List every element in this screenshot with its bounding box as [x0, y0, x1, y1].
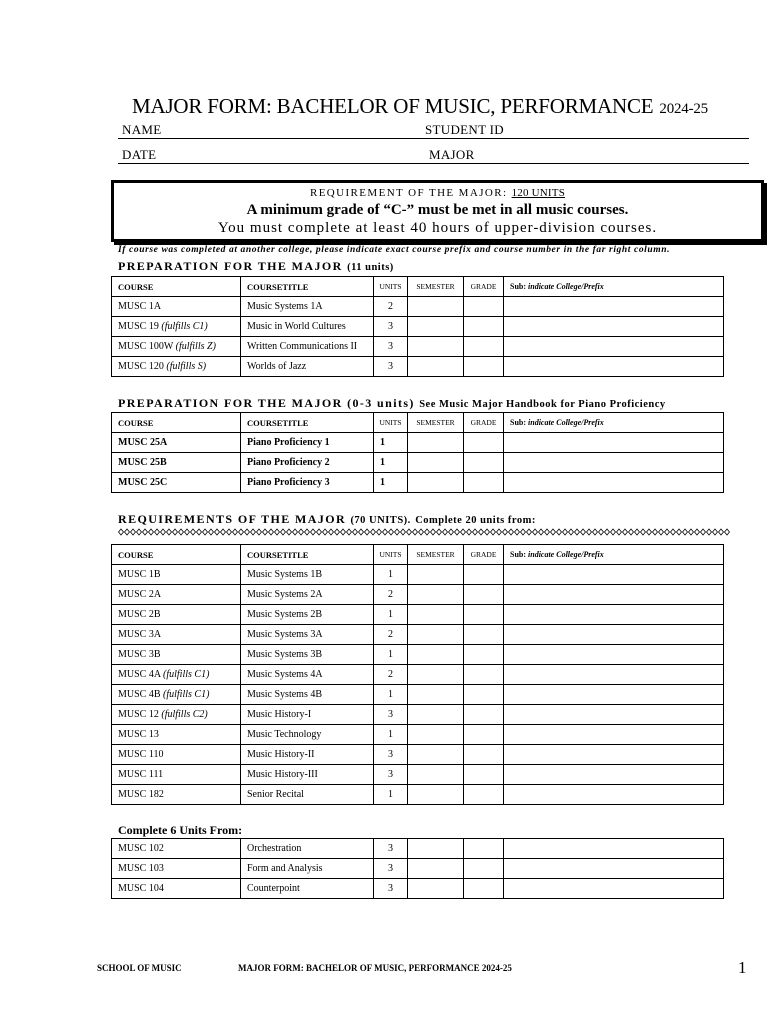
grade-cell[interactable]: [464, 473, 504, 493]
sub-cell[interactable]: [504, 433, 724, 453]
units-cell: 1: [374, 565, 408, 585]
units-cell: 3: [374, 337, 408, 357]
semester-cell[interactable]: [408, 685, 464, 705]
units-cell: 3: [374, 705, 408, 725]
table-row: [112, 685, 724, 705]
course-cell: [112, 645, 241, 665]
course-cell: [112, 357, 241, 377]
course-cell: [112, 585, 241, 605]
section3-units: (70 UNITS).: [350, 515, 411, 526]
units-cell: 1: [374, 725, 408, 745]
date-line[interactable]: [118, 163, 749, 164]
table-row: [112, 317, 724, 337]
grade-cell[interactable]: [464, 645, 504, 665]
grade-cell[interactable]: [464, 725, 504, 745]
units-cell: 3: [374, 765, 408, 785]
minimum-grade-text: A minimum grade of “C-” must be met in all music courses.: [246, 202, 629, 218]
sub-cell[interactable]: [504, 859, 724, 879]
sub-cell[interactable]: [504, 565, 724, 585]
table-header-row: [112, 277, 724, 297]
course-cell: [112, 725, 241, 745]
semester-cell[interactable]: [408, 785, 464, 805]
course-cell: [112, 665, 241, 685]
table-row: [112, 705, 724, 725]
grade-cell[interactable]: [464, 879, 504, 899]
course-title: Music Systems 3B: [241, 645, 374, 665]
course-title: Piano Proficiency 1: [241, 433, 374, 453]
semester-cell[interactable]: [408, 433, 464, 453]
table-row: [112, 859, 724, 879]
table-row: [112, 625, 724, 645]
section1-units: (11 units): [347, 262, 394, 273]
semester-header: SEMESTER: [408, 277, 464, 297]
sub-cell[interactable]: [504, 605, 724, 625]
title-year: 2024-25: [659, 101, 708, 117]
table-row: [112, 605, 724, 625]
units-header: UNITS: [374, 545, 408, 565]
units-cell: 3: [374, 745, 408, 765]
units-cell: 3: [374, 859, 408, 879]
course-note: (fulfills Z): [175, 341, 216, 352]
table-row: [112, 473, 724, 493]
course-title: Orchestration: [241, 839, 374, 859]
table-row: [112, 765, 724, 785]
sub-header: [504, 545, 724, 565]
grade-cell[interactable]: [464, 337, 504, 357]
semester-header: SEMESTER: [408, 413, 464, 433]
course-note: (fulfills S): [166, 361, 207, 372]
sub-hint: indicate College/Prefix: [528, 418, 604, 427]
units-cell: 2: [374, 665, 408, 685]
course-code: MUSC 103: [112, 859, 241, 879]
semester-cell[interactable]: [408, 357, 464, 377]
semester-cell[interactable]: [408, 665, 464, 685]
table-header-row: [112, 413, 724, 433]
section2-title: PREPARATION FOR THE MAJOR (0-3 units): [118, 396, 415, 410]
table-row: [112, 665, 724, 685]
course-title: Worlds of Jazz: [241, 357, 374, 377]
semester-cell[interactable]: [408, 473, 464, 493]
preparation-table: [111, 276, 724, 377]
grade-cell[interactable]: [464, 685, 504, 705]
title-text: MAJOR FORM: BACHELOR OF MUSIC, PERFORMANCE: [132, 94, 654, 118]
grade-cell[interactable]: [464, 585, 504, 605]
course-code: MUSC 2B: [118, 609, 161, 620]
sub-cell[interactable]: [504, 473, 724, 493]
requirement-units: 120 UNITS: [511, 187, 566, 199]
course-code: MUSC 4A: [118, 669, 161, 680]
units-cell: 2: [374, 585, 408, 605]
course-code: MUSC 100W: [118, 341, 174, 352]
units-cell: 3: [374, 357, 408, 377]
grade-cell[interactable]: [464, 765, 504, 785]
sub-cell[interactable]: [504, 297, 724, 317]
sub-cell[interactable]: [504, 585, 724, 605]
sub-cell[interactable]: [504, 665, 724, 685]
page-title: [132, 94, 708, 119]
footer-title: MAJOR FORM: BACHELOR OF MUSIC, PERFORMANCE 2024-25: [238, 963, 512, 973]
section1-title: PREPARATION FOR THE MAJOR: [118, 259, 343, 273]
units-cell: 2: [374, 297, 408, 317]
course-title: Music History-I: [241, 705, 374, 725]
course-title: Music Systems 2B: [241, 605, 374, 625]
grade-header: GRADE: [464, 545, 504, 565]
date-label: DATE: [122, 147, 157, 162]
course-cell: [112, 625, 241, 645]
units-cell: 3: [374, 839, 408, 859]
units-cell: 3: [374, 879, 408, 899]
semester-cell[interactable]: [408, 565, 464, 585]
course-cell: [112, 317, 241, 337]
sub-cell[interactable]: [504, 839, 724, 859]
semester-cell[interactable]: [408, 317, 464, 337]
requirement-prefix: REQUIREMENT OF THE MAJOR:: [309, 187, 508, 199]
course-title: Music Systems 3A: [241, 625, 374, 645]
semester-cell[interactable]: [408, 645, 464, 665]
grade-cell[interactable]: [464, 357, 504, 377]
course-code: MUSC 1B: [118, 569, 161, 580]
units-header: UNITS: [374, 277, 408, 297]
footer-school: SCHOOL OF MUSIC: [97, 963, 182, 973]
table-row: [112, 433, 724, 453]
table-row: [112, 357, 724, 377]
semester-cell[interactable]: [408, 839, 464, 859]
units-cell: 1: [374, 433, 408, 453]
course-code: MUSC 3B: [118, 649, 161, 660]
course-note: (fulfills C2): [161, 709, 208, 720]
course-code: MUSC 19: [118, 321, 159, 332]
units-cell: 1: [374, 453, 408, 473]
table-row: [112, 297, 724, 317]
table-row: [112, 565, 724, 585]
sub-cell[interactable]: [504, 625, 724, 645]
sub-cell[interactable]: [504, 453, 724, 473]
sub-label: Sub:: [510, 418, 527, 427]
units-cell: 1: [374, 685, 408, 705]
semester-cell[interactable]: [408, 705, 464, 725]
table-row: [112, 785, 724, 805]
grade-cell[interactable]: [464, 565, 504, 585]
course-title: Piano Proficiency 3: [241, 473, 374, 493]
course-cell: [112, 765, 241, 785]
sub-cell[interactable]: [504, 785, 724, 805]
sub-cell[interactable]: [504, 337, 724, 357]
course-cell: [112, 685, 241, 705]
section3-tail: Complete 20 units from:: [415, 515, 536, 526]
table-row: [112, 585, 724, 605]
course-code: MUSC 182: [118, 789, 164, 800]
course-code: MUSC 12: [118, 709, 159, 720]
course-note: (fulfills C1): [161, 321, 208, 332]
grade-cell[interactable]: [464, 317, 504, 337]
sub-cell[interactable]: [504, 685, 724, 705]
sub-cell[interactable]: [504, 879, 724, 899]
table-header-row: [112, 545, 724, 565]
requirement-line: [114, 187, 761, 199]
units-cell: 1: [374, 645, 408, 665]
course-code: MUSC 1A: [118, 301, 162, 312]
course-cell: [112, 605, 241, 625]
course-code: MUSC 111: [118, 769, 164, 780]
student-id-label: STUDENT ID: [425, 122, 504, 137]
semester-cell[interactable]: [408, 453, 464, 473]
course-title: Written Communications II: [241, 337, 374, 357]
grade-header: GRADE: [464, 413, 504, 433]
semester-cell[interactable]: [408, 625, 464, 645]
course-code: MUSC 102: [112, 839, 241, 859]
semester-cell[interactable]: [408, 337, 464, 357]
course-cell: [112, 297, 241, 317]
section4-heading: Complete 6 Units From:: [118, 823, 243, 837]
grade-cell[interactable]: [464, 839, 504, 859]
course-note: (fulfills C1): [163, 669, 210, 680]
piano-table: [111, 412, 724, 493]
electives-table: [111, 838, 724, 899]
sub-cell[interactable]: [504, 765, 724, 785]
major-label: MAJOR: [429, 147, 475, 162]
course-cell: [112, 337, 241, 357]
sub-cell[interactable]: [504, 317, 724, 337]
sub-cell[interactable]: [504, 745, 724, 765]
sub-cell[interactable]: [504, 645, 724, 665]
grade-cell[interactable]: [464, 705, 504, 725]
units-cell: 1: [374, 785, 408, 805]
sub-cell[interactable]: [504, 357, 724, 377]
units-cell: 3: [374, 317, 408, 337]
grade-cell[interactable]: [464, 297, 504, 317]
transfer-note: If course was completed at another college, please indicate exact course prefix and course number in the far right column.: [118, 245, 671, 255]
course-title: Music Systems 2A: [241, 585, 374, 605]
semester-cell[interactable]: [408, 765, 464, 785]
title-header: COURSETITLE: [241, 545, 374, 565]
diamond-divider: [118, 528, 730, 536]
sub-cell[interactable]: [504, 725, 724, 745]
course-title: Piano Proficiency 2: [241, 453, 374, 473]
course-title: Music Technology: [241, 725, 374, 745]
course-cell: [112, 565, 241, 585]
table-row: [112, 745, 724, 765]
grade-cell[interactable]: [464, 785, 504, 805]
course-code: MUSC 13: [118, 729, 159, 740]
sub-header: [504, 277, 724, 297]
semester-cell[interactable]: [408, 745, 464, 765]
course-title: Music Systems 1A: [241, 297, 374, 317]
course-code: MUSC 3A: [118, 629, 162, 640]
units-cell: 1: [374, 473, 408, 493]
course-code: MUSC 120: [118, 361, 164, 372]
table-row: [112, 453, 724, 473]
major-requirements-table: [111, 544, 724, 805]
section2-tail: See Music Major Handbook for Piano Proficiency: [419, 399, 666, 410]
section3-heading: [118, 512, 536, 527]
semester-cell[interactable]: [408, 859, 464, 879]
course-code: MUSC 25A: [112, 433, 241, 453]
course-header: COURSE: [112, 413, 241, 433]
page-number: 1: [738, 958, 747, 977]
upper-division-text: You must complete at least 40 hours of upper-division courses.: [217, 220, 658, 236]
table-row: [112, 337, 724, 357]
units-header: UNITS: [374, 413, 408, 433]
grade-header: GRADE: [464, 277, 504, 297]
grade-cell[interactable]: [464, 859, 504, 879]
grade-cell[interactable]: [464, 433, 504, 453]
name-line[interactable]: [118, 138, 749, 139]
sub-hint: indicate College/Prefix: [528, 282, 604, 291]
course-code: MUSC 25C: [112, 473, 241, 493]
course-code: MUSC 104: [112, 879, 241, 899]
table-row: [112, 725, 724, 745]
course-cell: [112, 785, 241, 805]
course-title: Music Systems 4A: [241, 665, 374, 685]
semester-cell[interactable]: [408, 605, 464, 625]
course-title: Form and Analysis: [241, 859, 374, 879]
course-code: MUSC 2A: [118, 589, 162, 600]
grade-cell[interactable]: [464, 453, 504, 473]
title-header: COURSETITLE: [241, 277, 374, 297]
course-cell: [112, 705, 241, 725]
section2-heading: [118, 396, 666, 411]
semester-cell[interactable]: [408, 585, 464, 605]
semester-cell[interactable]: [408, 725, 464, 745]
course-title: Senior Recital: [241, 785, 374, 805]
course-header: COURSE: [112, 545, 241, 565]
section1-heading: [118, 259, 394, 274]
semester-cell[interactable]: [408, 297, 464, 317]
course-note: (fulfills C1): [163, 689, 210, 700]
course-title: Counterpoint: [241, 879, 374, 899]
sub-label: Sub:: [510, 282, 527, 291]
grade-cell[interactable]: [464, 605, 504, 625]
grade-cell[interactable]: [464, 745, 504, 765]
course-cell: [112, 745, 241, 765]
course-title: Music History-III: [241, 765, 374, 785]
course-code: MUSC 4B: [118, 689, 161, 700]
grade-cell[interactable]: [464, 625, 504, 645]
units-cell: 1: [374, 605, 408, 625]
section3-title: REQUIREMENTS OF THE MAJOR: [118, 512, 347, 526]
course-code: MUSC 110: [118, 749, 164, 760]
course-title: Music in World Cultures: [241, 317, 374, 337]
sub-header: [504, 413, 724, 433]
name-label: NAME: [122, 122, 162, 137]
title-header: COURSETITLE: [241, 413, 374, 433]
sub-label: Sub:: [510, 550, 527, 559]
grade-cell[interactable]: [464, 665, 504, 685]
table-row: [112, 645, 724, 665]
table-row: [112, 879, 724, 899]
course-title: Music Systems 1B: [241, 565, 374, 585]
semester-header: SEMESTER: [408, 545, 464, 565]
requirement-box: [111, 180, 764, 242]
sub-hint: indicate College/Prefix: [528, 550, 604, 559]
table-row: [112, 839, 724, 859]
units-cell: 2: [374, 625, 408, 645]
course-header: COURSE: [112, 277, 241, 297]
course-title: Music History-II: [241, 745, 374, 765]
sub-cell[interactable]: [504, 705, 724, 725]
course-title: Music Systems 4B: [241, 685, 374, 705]
course-code: MUSC 25B: [112, 453, 241, 473]
semester-cell[interactable]: [408, 879, 464, 899]
